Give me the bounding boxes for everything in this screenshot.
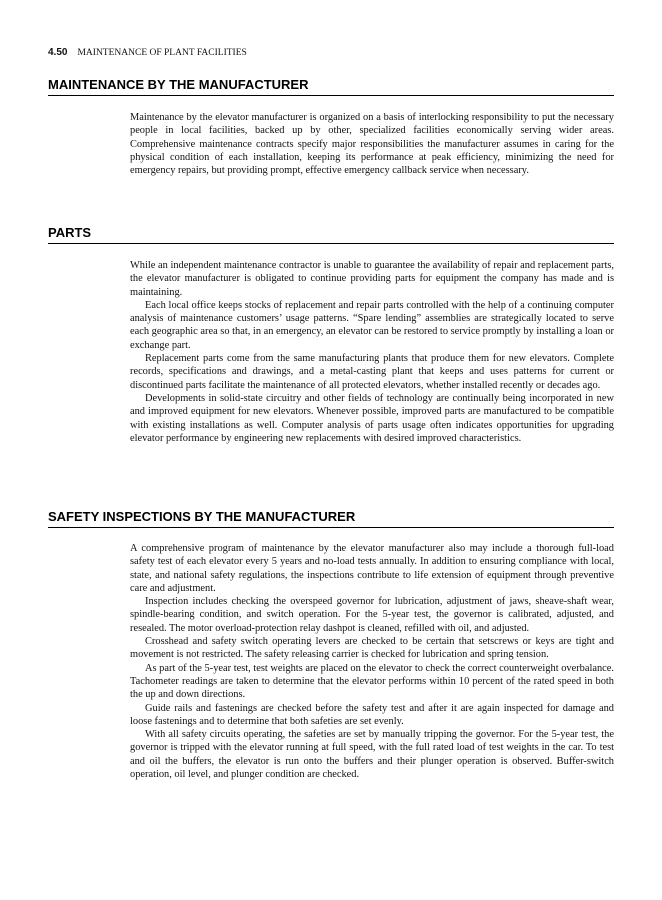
section-heading-safety-inspections: SAFETY INSPECTIONS BY THE MANUFACTURER [48,509,614,528]
paragraph: Replacement parts come from the same manufacturing plants that produce them for new elevators. Complete records, specifications and drawings, and a metal-casting plant that keeps and uses patterns for current or discontinued parts facilitate the maintenance of all protected elevators, whether installed recently or decades ago. [130,353,614,391]
page-number: 4.50 [48,47,68,58]
section-body-parts [130,259,614,445]
section-heading-maintenance-by-manufacturer: MAINTENANCE BY THE MANUFACTURER [48,77,614,96]
section-body-safety-inspections [130,542,614,781]
paragraph: Guide rails and fastenings are checked before the safety test and after it are again inspected for damage and loose fastenings and to determine that both safeties are set evenly. [130,702,614,727]
paragraph: Each local office keeps stocks of replacement and repair parts controlled with the help of a continuing computer analysis of maintenance customers’ usage patterns. “Spare lending” assemblies are strategically located to serve each geographic area so that, in an emergency, an elevator can be restored to service promptly by installing a loan or exchange part. [130,299,614,351]
paragraph: A comprehensive program of maintenance by the elevator manufacturer also may include a thorough full-load safety test of each elevator every 5 years and no-load tests annually. In addition to ensuring compliance with local, state, and national safety regulations, the inspections contribute to life extension of equipment through preventive care and adjustment. [130,543,614,594]
paragraph: As part of the 5-year test, test weights are placed on the elevator to check the correct counterweight overbalance. Tachometer readings are taken to determine that the elevator performs within 10 percent of the rated speed in both the up and down directions. [130,662,614,701]
section-heading-parts: PARTS [48,225,614,244]
paragraph: Inspection includes checking the overspeed governor for lubrication, adjustment of jaws, sheave-shaft wear, spindle-bearing condition, and switch operation. For the 5-year test, the governor is calibrated, adjusted, and resealed. The motor overload-protection relay dashpot is cleaned, refilled with oil, and adjusted. [130,596,614,634]
paragraph: Crosshead and safety switch operating levers are checked to be certain that setscrews or keys are tight and movement is not restricted. The safety releasing carrier is checked for lubrication and spring tension. [130,636,614,661]
paragraph: Developments in solid-state circuitry and other fields of technology are continually being incorporated in new and improved equipment for new elevators. Whenever possible, improved parts are manufactured to be compatible with existing installations as well. Computer analysis of parts usage often indicates opportunities for upgrading elevator performance by engineering new replacements with desired improved characteristics. [130,392,614,444]
running-title: MAINTENANCE OF PLANT FACILITIES [77,48,247,58]
paragraph: While an independent maintenance contractor is unable to guarantee the availability of repair and replacement parts, the elevator manufacturer is obligated to continue providing parts for equipment the company has made and is maintaining. [130,260,614,298]
paragraph: With all safety circuits operating, the safeties are set by manually tripping the governor. For the 5-year test, the governor is tripped with the elevator running at full speed, with the full rated load of test weights in the car. To test and oil the buffers, the elevator is run onto the buffers and their plunger operation is observed. Buffer-switch operation, oil level, and plunger condition are checked. [130,729,614,781]
paragraph: Maintenance by the elevator manufacturer is organized on a basis of interlocking responsibility to put the necessary people in local facilities, backed up by other, specialized facilities economically serving wider areas. Comprehensive maintenance contracts specify major responsibilities the manufacturer assumes in caring for the physical condition of each installation, keeping its performance at peak efficiency, minimizing the need for emergency repairs, but providing prompt, effective emergency callback service when necessary. [130,112,614,177]
section-body-maintenance-by-manufacturer [130,111,614,177]
running-header [48,47,247,58]
